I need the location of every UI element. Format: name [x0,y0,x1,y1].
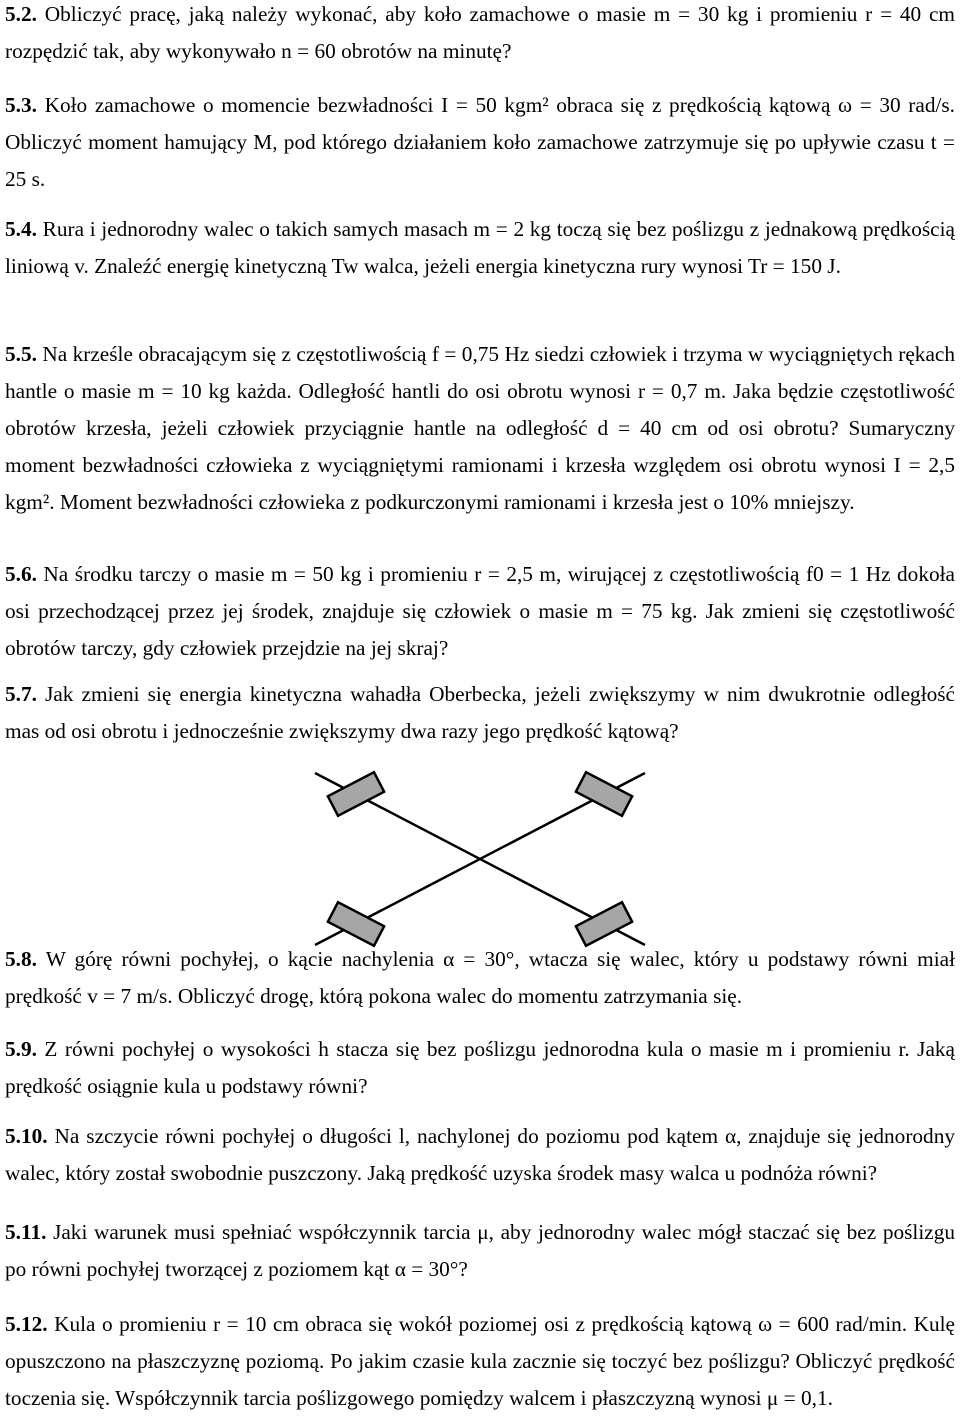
problem-5-3 [5,87,955,198]
problem-5-2 [5,0,955,70]
problem-5-8 [5,941,955,1015]
problem-number: 5.10. [5,1124,48,1148]
weight-mass [576,902,632,946]
weight-mass [328,772,384,816]
problem-text: Z równi pochyłej o wysokości h stacza się bez poślizgu jednorodna kula o masie m i promieniu r. Jaką prędkość osiągnie kula u podstawy równi? [5,1037,955,1098]
problem-number: 5.8. [5,947,37,971]
problem-text: Na środku tarczy o masie m = 50 kg i promieniu r = 2,5 m, wirującej z częstotliwością f0 = 1 Hz dokoła osi przechodzącej przez jej środek, znajduje się człowiek o masie m = 75 kg. Jak zmieni się częstotliwość obrotów tarczy, gdy człowiek przejdzie na jej skraj? [5,562,955,660]
problem-number: 5.7. [5,682,37,706]
problem-text: W górę równi pochyłej, o kącie nachylenia α = 30°, wtacza się walec, który u podstawy równi miał prędkość v = 7 m/s. Obliczyć drogę, którą pokona walec do momentu zatrzymania się. [5,947,955,1008]
weight-mass [328,902,384,946]
problem-text: Obliczyć pracę, jaką należy wykonać, aby koło zamachowe o masie m = 30 kg i promieniu r = 40 cm rozpędzić tak, aby wykonywało n = 60 obrotów na minutę? [5,2,955,63]
problem-5-11 [5,1214,955,1288]
weight-mass [576,772,632,816]
problem-number: 5.5. [5,342,37,366]
problem-number: 5.6. [5,562,37,586]
problem-text: Jak zmieni się energia kinetyczna wahadła Oberbecka, jeżeli zwiększymy w nim dwukrotnie odległość mas od osi obrotu i jednocześnie zwiększymy dwa razy jego prędkość kątową? [5,682,955,743]
problem-text: Kula o promieniu r = 10 cm obraca się wokół poziomej osi z prędkością kątową ω = 600 rad/min. Kulę opuszczono na płaszczyznę poziomą. Po jakim czasie kula zacznie się toczyć bez poślizgu? Obliczyć prędkość toczenia się. Współczynnik tarcia poślizgowego pomiędzy walcem i płaszczyzną wynosi μ = 0,1. [5,1312,955,1410]
problem-number: 5.11. [5,1220,47,1244]
problem-5-5 [5,336,955,521]
problem-number: 5.2. [5,2,37,26]
oberbeck-pendulum-figure [300,758,660,960]
problem-number: 5.4. [5,217,37,241]
problem-5-12 [5,1306,955,1417]
problem-5-10 [5,1118,955,1192]
problem-5-4 [5,211,955,285]
problem-number: 5.9. [5,1037,37,1061]
problem-5-9 [5,1031,955,1105]
problem-text: Jaki warunek musi spełniać współczynnik tarcia μ, aby jednorodny walec mógł staczać się bez poślizgu po równi pochyłej tworzącej z poziomem kąt α = 30°? [5,1220,956,1281]
problem-text: Rura i jednorodny walec o takich samych masach m = 2 kg toczą się bez poślizgu z jednakową prędkością liniową v. Znaleźć energię kinetyczną Tw walca, jeżeli energia kinetyczna rury wynosi Tr = 150 J. [5,217,955,278]
problem-text: Na krześle obracającym się z częstotliwością f = 0,75 Hz siedzi człowiek i trzyma w wyciągniętych rękach hantle o masie m = 10 kg każda. Odległość hantli do osi obrotu wynosi r = 0,7 m. Jaka będzie częstotliwość obrotów krzesła, jeżeli człowiek przyciągnie hantle na odległość d = 40 cm od osi obrotu? Sumaryczny moment bezwładności człowieka z wyciągniętymi ramionami i krzesła względem osi obrotu wynosi I = 2,5 kgm². Moment bezwładności człowieka z podkurczonymi ramionami i krzesła jest o 10% mniejszy. [5,342,955,514]
problem-text: Na szczycie równi pochyłej o długości l, nachylonej do poziomu pod kątem α, znajduje się jednorodny walec, który został swobodnie puszczony. Jaką prędkość uzyska środek masy walca u podnóża równi? [5,1124,956,1185]
problem-number: 5.3. [5,93,37,117]
problem-text: Koło zamachowe o momencie bezwładności I = 50 kgm² obraca się z prędkością kątową ω = 30 rad/s. Obliczyć moment hamujący M, pod którego działaniem koło zamachowe zatrzymuje się po upływie czasu t = 25 s. [5,93,955,191]
problem-5-7 [5,676,955,750]
problem-number: 5.12. [5,1312,48,1336]
problem-5-6 [5,556,955,667]
